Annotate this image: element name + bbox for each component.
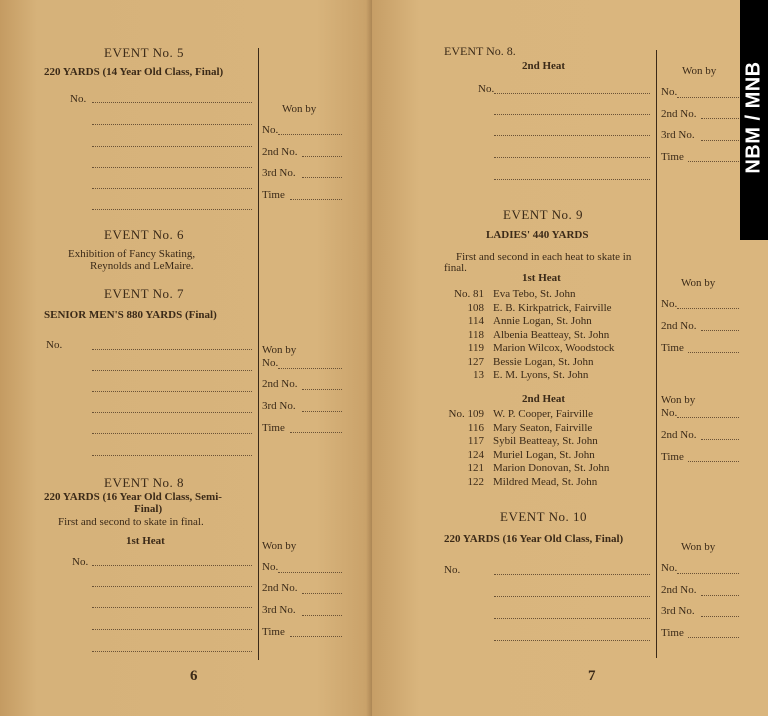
result-time: Time <box>262 422 285 434</box>
entry-line <box>92 167 252 168</box>
entry-line <box>92 607 252 608</box>
event-8-heat-2: 2nd Heat <box>522 60 566 72</box>
event-8-heat: 1st Heat <box>126 535 165 547</box>
result-line <box>302 615 342 616</box>
result-line <box>302 177 342 178</box>
result-first: No. <box>262 124 279 136</box>
entry-line <box>92 629 252 630</box>
event-10-no-label: No. <box>444 564 461 576</box>
entry-line <box>92 124 252 125</box>
result-first: No. <box>262 561 279 573</box>
column-divider <box>258 48 259 660</box>
event-10-subtitle: 220 YARDS (16 Year Old Class, Final) <box>444 533 624 545</box>
result-first: No. <box>661 562 678 574</box>
event-8-cont-title: EVENT No. 8. <box>444 44 516 58</box>
competitor-number: No. 109 <box>448 408 484 420</box>
won-by-label: Won by <box>661 394 696 406</box>
result-time: Time <box>262 626 285 638</box>
result-third: 3rd No. <box>262 400 296 412</box>
event-8-cont-no-label: No. <box>478 83 495 95</box>
entry-line <box>92 433 252 434</box>
result-line <box>677 97 739 98</box>
competitor-number: 118 <box>467 328 484 341</box>
result-line <box>290 432 342 433</box>
result-second: 2nd No. <box>262 146 298 158</box>
event-7-title: EVENT No. 7 <box>104 286 185 301</box>
result-line <box>688 352 739 353</box>
result-line <box>302 389 342 390</box>
result-line <box>701 118 739 119</box>
competitor-name: Marion Donovan, St. John <box>493 462 610 474</box>
entry-line <box>92 651 252 652</box>
page-number: 6 <box>190 668 198 684</box>
result-line <box>278 368 342 369</box>
museum-watermark <box>740 0 768 240</box>
entry-line <box>92 370 252 371</box>
competitor-number: 117 <box>467 435 484 447</box>
page-right <box>372 0 768 716</box>
entry-line <box>92 102 252 103</box>
event-9-note: First and second in each heat to skate in <box>456 251 632 263</box>
event-6-line-2: Reynolds and LeMaire. <box>90 260 194 272</box>
page-left <box>0 0 372 716</box>
event-6-line-1: Exhibition of Fancy Skating, <box>68 248 196 260</box>
event-9-title: EVENT No. 9 <box>503 207 584 222</box>
result-second: 2nd No. <box>262 582 298 594</box>
result-time: Time <box>661 627 684 639</box>
event-5-no-label: No. <box>70 93 87 105</box>
result-third: 3rd No. <box>262 167 296 179</box>
result-line <box>290 199 342 200</box>
entry-line <box>494 93 650 94</box>
competitor-number: 114 <box>467 315 484 327</box>
result-time: Time <box>661 342 684 354</box>
entry-line <box>92 349 252 350</box>
result-line <box>701 595 739 596</box>
entry-line <box>494 640 650 641</box>
result-line <box>688 161 739 162</box>
event-8-subtitle-cont: Final) <box>134 503 163 515</box>
result-time: Time <box>661 451 684 463</box>
event-5-title: EVENT No. 5 <box>104 45 185 60</box>
event-7-no-label: No. <box>46 339 63 351</box>
result-third: 3rd No. <box>661 129 695 141</box>
competitor-name: Eva Tebo, St. John <box>493 288 576 300</box>
result-line <box>302 156 342 157</box>
won-by-label: Won by <box>682 65 717 77</box>
won-by-label: Won by <box>681 541 716 553</box>
event-8-subtitle: 220 YARDS (16 Year Old Class, Semi- <box>44 491 222 503</box>
event-9-subtitle: LADIES' 440 YARDS <box>486 229 589 241</box>
result-line <box>677 573 739 574</box>
result-third: 3rd No. <box>661 605 695 617</box>
entry-line <box>92 565 252 566</box>
competitor-number: 13 <box>473 369 484 381</box>
competitor-number: No. 81 <box>454 288 484 300</box>
competitor-number: 124 <box>467 448 484 461</box>
entry-line <box>92 412 252 413</box>
event-9-note-cont: final. <box>444 262 467 274</box>
result-second: 2nd No. <box>661 429 697 441</box>
result-line <box>688 637 739 638</box>
competitor-number: 121 <box>467 462 484 474</box>
event-8-note: First and second to skate in final. <box>58 516 204 528</box>
result-second: 2nd No. <box>661 584 697 596</box>
entry-line <box>494 114 650 115</box>
entry-line <box>494 574 650 575</box>
entry-line <box>494 618 650 619</box>
watermark-text: NBM / MNB <box>742 61 765 174</box>
event-7-subtitle: SENIOR MEN'S 880 YARDS (Final) <box>44 309 217 321</box>
competitor-number: 127 <box>467 355 484 368</box>
event-8-title: EVENT No. 8 <box>104 475 185 490</box>
competitor-name: E. B. Kirkpatrick, Fairville <box>493 301 612 314</box>
entry-line <box>92 455 252 456</box>
competitor-name: Sybil Beatteay, St. John <box>493 435 598 447</box>
event-8-no-label: No. <box>72 556 89 568</box>
entry-line <box>92 391 252 392</box>
event-6-title: EVENT No. 6 <box>104 227 185 242</box>
result-line <box>677 417 739 418</box>
entry-line <box>494 596 650 597</box>
entry-line <box>494 179 650 180</box>
competitor-name: Mary Seaton, Fairville <box>493 421 593 434</box>
event-5-subtitle: 220 YARDS (14 Year Old Class, Final) <box>44 66 224 78</box>
event-9-heat-2: 2nd Heat <box>522 393 566 405</box>
competitor-name: Muriel Logan, St. John <box>493 448 595 461</box>
result-second: 2nd No. <box>661 108 697 120</box>
result-line <box>302 411 342 412</box>
result-line <box>701 140 739 141</box>
competitor-name: W. P. Cooper, Fairville <box>493 408 593 420</box>
result-first: No. <box>661 86 678 98</box>
result-line <box>290 636 342 637</box>
entry-line <box>92 586 252 587</box>
result-second: 2nd No. <box>661 320 697 332</box>
result-line <box>278 572 342 573</box>
result-time: Time <box>661 151 684 163</box>
result-first: No. <box>262 357 279 369</box>
result-first: No. <box>661 407 678 419</box>
competitor-name: Marion Wilcox, Woodstock <box>493 342 615 354</box>
entry-line <box>92 188 252 189</box>
won-by-label: Won by <box>282 103 317 115</box>
event-10-title: EVENT No. 10 <box>500 509 588 524</box>
entry-line <box>92 146 252 147</box>
result-line <box>701 616 739 617</box>
entry-line <box>494 157 650 158</box>
competitor-name: Mildred Mead, St. John <box>493 475 598 488</box>
result-line <box>677 308 739 309</box>
competitor-name: Albenia Beatteay, St. John <box>493 328 610 341</box>
won-by-label: Won by <box>262 344 297 356</box>
won-by-label: Won by <box>681 277 716 289</box>
competitor-number: 122 <box>467 475 484 488</box>
result-first: No. <box>661 298 678 310</box>
competitor-number: 108 <box>467 301 484 314</box>
event-9-heat-1: 1st Heat <box>522 272 561 284</box>
entry-line <box>92 209 252 210</box>
result-line <box>302 593 342 594</box>
result-line <box>701 330 739 331</box>
result-line <box>701 439 739 440</box>
competitor-name: E. M. Lyons, St. John <box>493 369 589 381</box>
competitor-number: 119 <box>467 342 484 354</box>
won-by-label: Won by <box>262 540 297 552</box>
competitor-number: 116 <box>467 421 484 434</box>
page-number: 7 <box>588 668 596 684</box>
result-second: 2nd No. <box>262 378 298 390</box>
column-divider <box>656 50 657 658</box>
result-third: 3rd No. <box>262 604 296 616</box>
competitor-name: Annie Logan, St. John <box>493 315 592 327</box>
result-line <box>688 461 739 462</box>
competitor-name: Bessie Logan, St. John <box>493 355 594 368</box>
entry-line <box>494 135 650 136</box>
result-time: Time <box>262 189 285 201</box>
result-line <box>278 134 342 135</box>
